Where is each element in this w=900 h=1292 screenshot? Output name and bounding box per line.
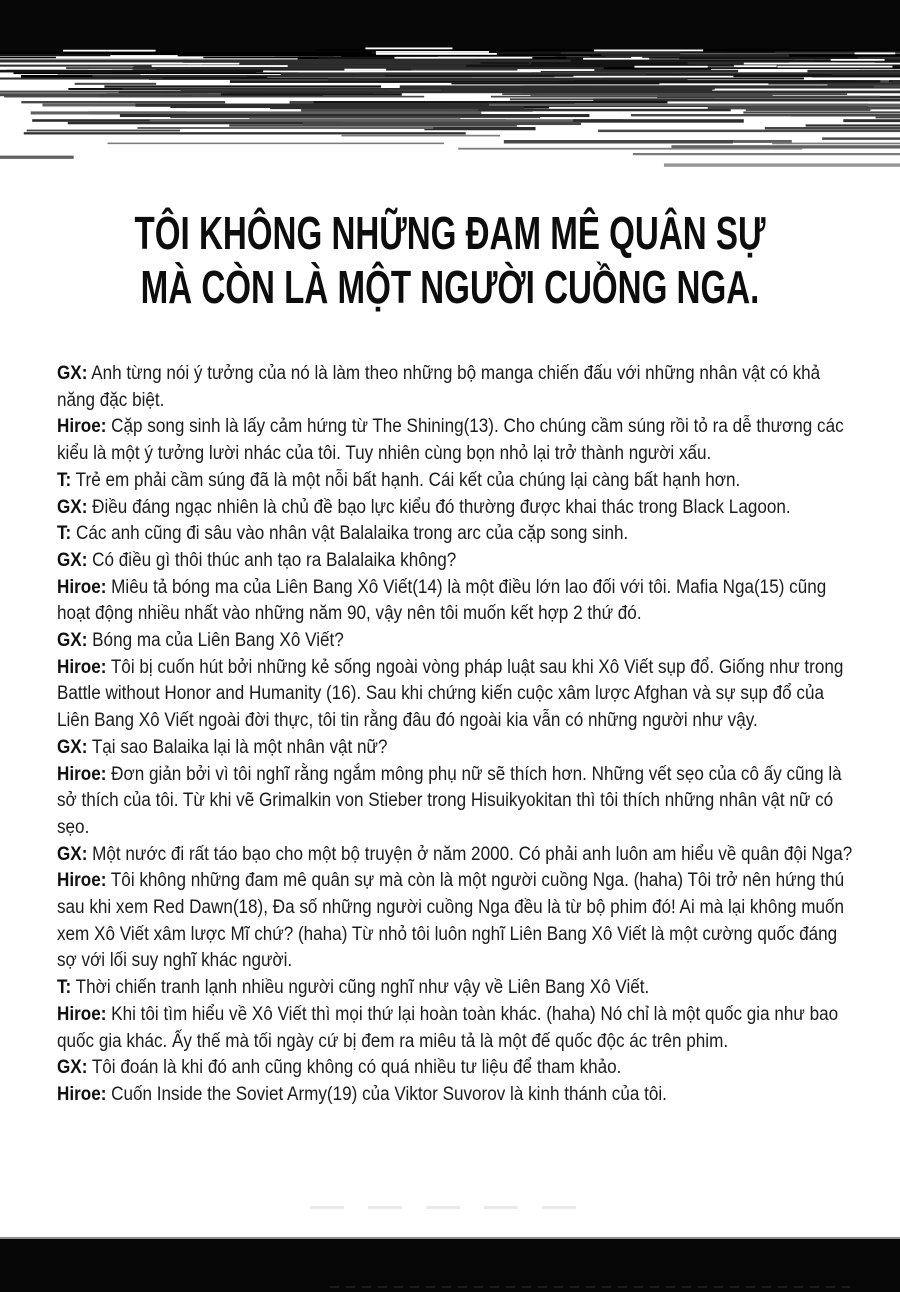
speaker-label: GX: — [57, 363, 88, 384]
speaker-label: GX: — [57, 843, 88, 865]
speaker-label: Hiroe: — [57, 870, 107, 892]
page-title — [126, 206, 774, 314]
speaker-label: GX: — [57, 630, 88, 652]
dialogue-text: Tôi bị cuốn hút bởi những kẻ sống ngoài vòng pháp luật sau khi Xô Viết sụp đổ. Giống như trong Battle without Honor and Humanity (16). Sau khi chứng kiến cuộc xâm lược Afghan và sự sụp đổ của Liên Bang Xô Viết ngoài đời thực, tôi tin rằng đâu đó ngoài kia vẫn có những người như vậy. — [57, 656, 844, 732]
page-title-line-2: MÀ CÒN LÀ MỘT NGƯỜI CUỒNG NGA. — [140, 261, 760, 313]
dialogue-entry — [57, 548, 856, 575]
dialogue-entry — [57, 842, 856, 869]
dialogue-text: Đơn giản bởi vì tôi nghĩ rằng ngắm mông phụ nữ sẽ thích hơn. Những vết sẹo của cô ấy cũng là sở thích của tôi. Từ khi vẽ Grimalkin von Stieber trong Hisuikyokitan thì tôi thích những nhân vật nữ có sẹo. — [57, 763, 842, 838]
dialogue-text: Anh từng nói ý tưởng của nó là làm theo những bộ manga chiến đấu với những nhân vật có khả năng đặc biệt. — [57, 363, 821, 411]
bottom-black-bar — [0, 1239, 900, 1292]
dialogue-text: Điều đáng ngạc nhiên là chủ đề bạo lực kiểu đó thường được khai thác trong Black Lagoon. — [87, 496, 791, 518]
dialogue-text: Tại sao Balaika lại là một nhân vật nữ? — [87, 736, 388, 758]
speaker-label: GX: — [57, 496, 88, 518]
speaker-label: T: — [57, 469, 72, 491]
dialogue-text: Có điều gì thôi thúc anh tạo ra Balalaika không? — [87, 549, 457, 571]
dialogue-entry — [57, 735, 856, 762]
speaker-label: Hiroe: — [57, 763, 107, 785]
speaker-label: T: — [57, 977, 72, 999]
dialogue-entry — [57, 575, 856, 628]
speaker-label: Hiroe: — [57, 1003, 107, 1025]
speaker-label: T: — [57, 523, 72, 545]
dialogue-entry — [57, 975, 856, 1002]
dialogue-entry — [57, 468, 856, 495]
scan-artifact-smudge — [310, 1206, 582, 1209]
speedlines-top-decoration — [0, 0, 900, 175]
dialogue-entry — [57, 495, 856, 522]
speaker-label: GX: — [57, 549, 88, 571]
dialogue-entry — [57, 628, 856, 655]
dialogue-entry — [57, 1002, 856, 1055]
page-title-line-1: TÔI KHÔNG NHỮNG ĐAM MÊ QUÂN SỰ — [134, 207, 766, 259]
dialogue-text: Cuốn Inside the Soviet Army(19) của Viktor Suvorov là kinh thánh của tôi. — [106, 1083, 667, 1105]
dialogue-entry — [57, 414, 856, 467]
speedlines-art — [0, 0, 900, 175]
dialogue-entry — [57, 1055, 856, 1082]
dialogue-entry — [57, 1082, 856, 1109]
speaker-label: Hiroe: — [57, 416, 107, 438]
dialogue-text: Trẻ em phải cầm súng đã là một nỗi bất hạnh. Cái kết của chúng lại càng bất hạnh hơn. — [71, 469, 741, 491]
dialogue-text: Thời chiến tranh lạnh nhiều người cũng nghĩ như vậy về Liên Bang Xô Viết. — [71, 977, 650, 999]
dialogue-text: Tôi đoán là khi đó anh cũng không có quá nhiều tư liệu để tham khảo. — [87, 1057, 622, 1079]
speaker-label: GX: — [57, 1057, 88, 1079]
speaker-label: Hiroe: — [57, 1083, 107, 1105]
speaker-label: Hiroe: — [57, 576, 107, 598]
dialogue-text: Cặp song sinh là lấy cảm hứng từ The Shining(13). Cho chúng cầm súng rồi tỏ ra dễ thương các kiểu là một ý tưởng lười nhác của tôi. Tuy nhiên cùng bọn nhỏ lại trở thành người xấu. — [57, 416, 844, 465]
dialogue-entry — [57, 762, 856, 842]
speaker-label: GX: — [57, 736, 88, 758]
dialogue-text: Các anh cũng đi sâu vào nhân vật Balalaika trong arc của cặp song sinh. — [71, 523, 629, 545]
dialogue-entry — [57, 361, 856, 414]
dialogue-text: Một nước đi rất táo bạo cho một bộ truyện ở năm 2000. Có phải anh luôn am hiểu về quân đội Nga? — [87, 843, 853, 865]
interview-transcript — [57, 361, 856, 1109]
dialogue-text: Khi tôi tìm hiểu về Xô Viết thì mọi thứ lại hoàn toàn khác. (haha) Nó chỉ là một quốc gia như bao quốc gia khác. Ấy thế mà tối ngày cứ bị đem ra miêu tả là một đế quốc độc ác trên phim. — [57, 1003, 839, 1052]
dialogue-entry — [57, 655, 856, 735]
dialogue-entry — [57, 521, 856, 548]
scan-artifact-noise — [330, 1286, 850, 1288]
dialogue-text: Tôi không những đam mê quân sự mà còn là một người cuồng Nga. (haha) Tôi trở nên hứng thú sau khi xem Red Dawn(18), Đa số những người cuồng Nga đều là từ bộ phim đó! Ai mà lại không muốn xem Xô Viết xâm lược Mĩ chứ? (haha) Từ nhỏ tôi luôn nghĩ Liên Bang Xô Viết là một cường quốc đáng sợ với lối suy nghĩ khác người. — [57, 870, 845, 972]
dialogue-text: Miêu tả bóng ma của Liên Bang Xô Viết(14) là một điều lớn lao đối với tôi. Mafia Nga(15) cũng hoạt động nhiều nhất vào những năm 90, vậy nên tôi muốn kết hợp 2 thứ đó. — [57, 576, 827, 625]
speaker-label: Hiroe: — [57, 656, 107, 678]
dialogue-text: Bóng ma của Liên Bang Xô Viết? — [87, 630, 344, 652]
dialogue-entry — [57, 868, 856, 975]
